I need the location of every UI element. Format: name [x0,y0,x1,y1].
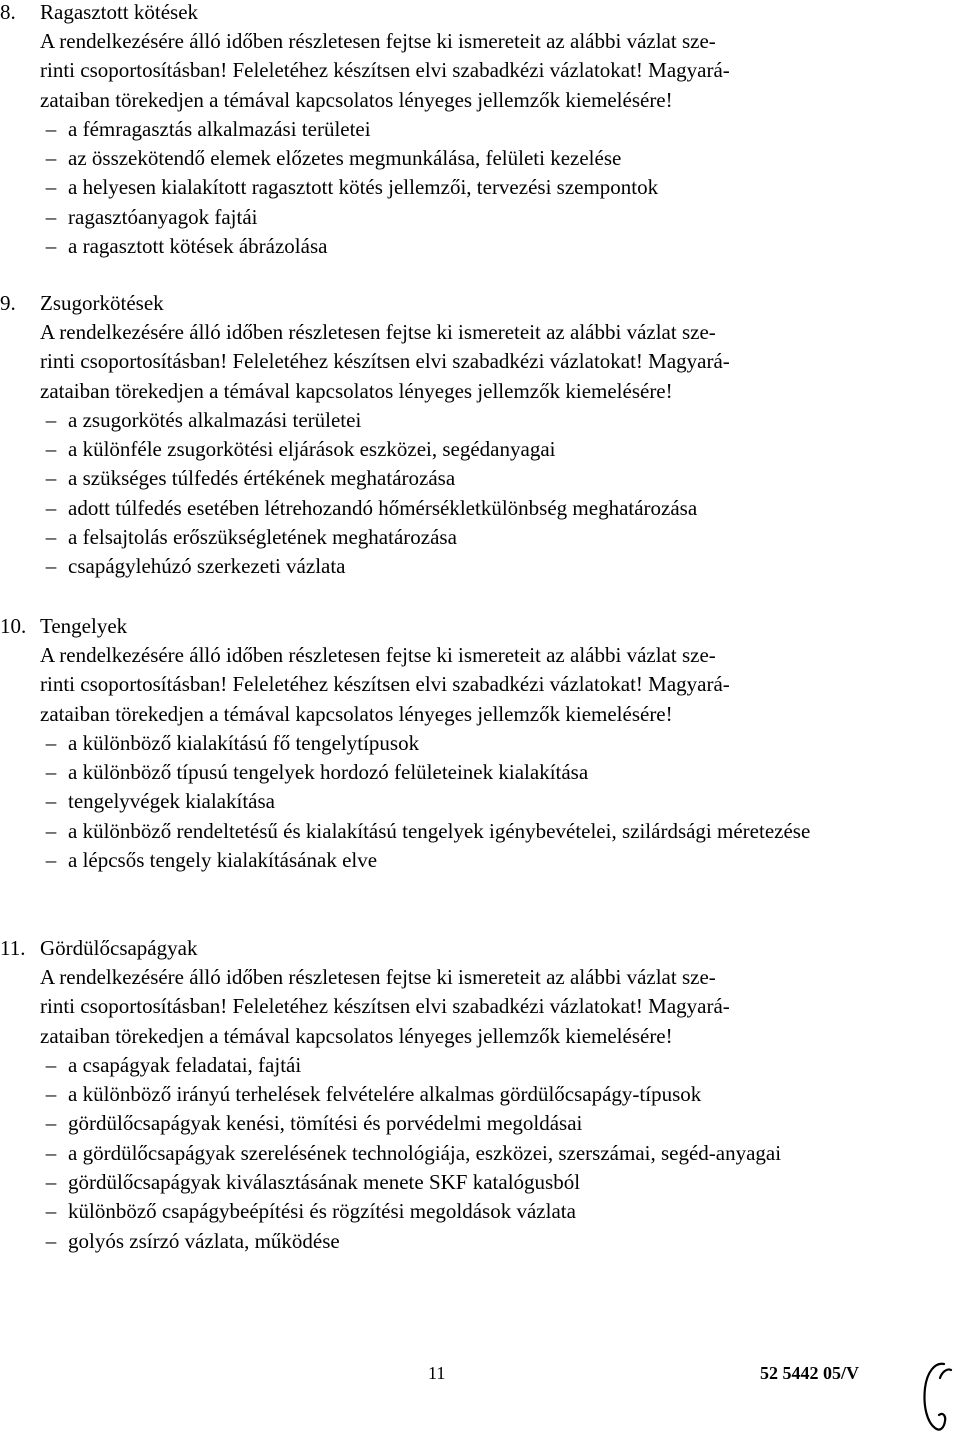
page-footer [0,1363,960,1393]
section-number: 9. [0,291,16,315]
topic-text: a helyesen kialakított ragasztott kötés jellemzői, tervezési szempontok [68,175,659,200]
instruction-line: A rendelkezésére álló időben részletesen fejtse ki ismereteit az alábbi vázlat sze- [40,643,716,667]
topic-text: gördülőcsapágyak kenési, tömítési és porvédelmi megoldásai [68,1111,583,1136]
dash-bullet: – [45,466,57,491]
dash-bullet: – [45,730,57,755]
topic-list [0,406,960,582]
dash-bullet: – [45,175,57,200]
topic-text: golyós zsírzó vázlata, működése [68,1228,340,1253]
dash-bullet: – [45,204,57,229]
dash-bullet: – [45,1199,57,1224]
section-instructions [40,641,875,729]
topic-text: a szükséges túlfedés értékének meghatározása [68,466,456,491]
section-number: 8. [0,0,16,24]
instruction-line: A rendelkezésére álló időben részletesen fejtse ki ismereteit az alábbi vázlat sze- [40,965,716,989]
dash-bullet: – [45,234,57,259]
topic-item [45,1139,875,1168]
instruction-line: A rendelkezésére álló időben részletesen fejtse ki ismereteit az alábbi vázlat sze- [40,29,716,53]
topic-item [45,115,875,144]
topic-text: a felsajtolás erőszükségletének meghatározása [68,525,457,550]
topic-text: a különböző típusú tengelyek hordozó felületeinek kialakítása [68,760,589,785]
section-heading [0,289,960,318]
section-title: Zsugorkötések [40,291,164,315]
topic-item [45,464,875,493]
section-heading [0,0,960,27]
dash-bullet: – [45,1170,57,1195]
instruction-line: zataiban törekedjen a témával kapcsolatos lényeges jellemzők kiemelésére! [40,87,673,112]
topic-text: a lépcsős tengely kialakításának elve [68,848,378,873]
topic-item [45,1168,875,1197]
topic-list [0,115,960,261]
instruction-line: zataiban törekedjen a témával kapcsolatos lényeges jellemzők kiemelésére! [40,378,673,403]
dash-bullet: – [45,146,57,171]
topic-item [45,232,875,261]
dash-bullet: – [45,1228,57,1253]
section-title: Ragasztott kötések [40,0,199,24]
topic-list [0,729,960,875]
dash-bullet: – [45,1082,57,1107]
instruction-line: rinti csoportosításban! Feleletéhez készítsen elvi szabadkézi vázlatokat! Magyará- [40,994,730,1019]
dash-bullet: – [45,554,57,579]
topic-item [45,758,875,787]
topic-item [45,406,875,435]
topic-item [45,846,875,875]
instruction-line: A rendelkezésére álló időben részletesen fejtse ki ismereteit az alábbi vázlat sze- [40,320,716,344]
dash-bullet: – [45,848,57,873]
topic-item [45,203,875,232]
topic-text: a fémragasztás alkalmazási területei [68,116,371,141]
instruction-line: zataiban törekedjen a témával kapcsolatos lényeges jellemzők kiemelésére! [40,701,673,726]
topic-text: ragasztóanyagok fajtái [68,204,258,229]
section-instructions [40,963,875,1051]
topic-text: különböző csapágybeépítési és rögzítési megoldások vázlata [68,1199,576,1224]
topic-item [45,144,875,173]
dash-bullet: – [45,407,57,432]
topic-item [45,817,875,846]
topic-item [45,1051,875,1080]
topic-item [45,1227,875,1256]
instruction-line: rinti csoportosításban! Feleletéhez készítsen elvi szabadkézi vázlatokat! Magyará- [40,672,730,697]
signature-initial [918,1358,958,1436]
dash-bullet: – [45,760,57,785]
section-9 [0,289,960,582]
topic-item [45,494,875,523]
topic-text: tengelyvégek kialakítása [68,789,275,814]
section-title: Gördülőcsapágyak [40,936,198,960]
dash-bullet: – [45,818,57,843]
dash-bullet: – [45,1111,57,1136]
topic-item [45,435,875,464]
document-code: 52 5442 05/V [760,1363,859,1383]
section-8 [0,0,960,261]
topic-text: a gördülőcsapágyak szerelésének technológiája, eszközei, szerszámai, segéd-anyagai [68,1140,782,1165]
dash-bullet: – [45,1140,57,1165]
instruction-line: rinti csoportosításban! Feleletéhez készítsen elvi szabadkézi vázlatokat! Magyará- [40,58,730,83]
topic-item [45,1109,875,1138]
topic-text: a ragasztott kötések ábrázolása [68,234,328,259]
topic-text: adott túlfedés esetében létrehozandó hőmérsékletkülönbség meghatározása [68,495,698,520]
topic-item [45,1080,875,1109]
section-11 [0,934,960,1256]
section-title: Tengelyek [40,614,128,638]
topic-text: a különféle zsugorkötési eljárások eszközei, segédanyagai [68,437,556,462]
topic-item [45,523,875,552]
topic-item [45,552,875,581]
topic-item [45,173,875,202]
section-10 [0,612,960,875]
section-instructions [40,318,875,406]
topic-item [45,787,875,816]
dash-bullet: – [45,437,57,462]
topic-text: gördülőcsapágyak kiválasztásának menete SKF katalógusból [68,1170,581,1195]
page-number: 11 [428,1363,446,1383]
instruction-line: rinti csoportosításban! Feleletéhez készítsen elvi szabadkézi vázlatokat! Magyará- [40,349,730,374]
section-number: 11. [0,936,26,960]
topic-item [45,729,875,758]
topic-text: csapágylehúzó szerkezeti vázlata [68,554,346,579]
section-number: 10. [0,614,27,638]
topic-text: a csapágyak feladatai, fajtái [68,1052,302,1077]
dash-bullet: – [45,789,57,814]
topic-item [45,1197,875,1226]
topic-list [0,1051,960,1256]
section-heading [0,612,960,641]
topic-text: a különböző rendeltetésű és kialakítású tengelyek igénybevételei, szilárdsági méretezése [68,818,811,843]
topic-text: a különböző kialakítású fő tengelytípusok [68,730,420,755]
section-heading [0,934,960,963]
dash-bullet: – [45,1052,57,1077]
instruction-line: zataiban törekedjen a témával kapcsolatos lényeges jellemzők kiemelésére! [40,1023,673,1048]
dash-bullet: – [45,495,57,520]
section-instructions [40,27,875,115]
dash-bullet: – [45,116,57,141]
dash-bullet: – [45,525,57,550]
topic-text: a zsugorkötés alkalmazási területei [68,407,362,432]
topic-text: az összekötendő elemek előzetes megmunkálása, felületi kezelése [68,146,622,171]
topic-text: a különböző irányú terhelések felvételére alkalmas gördülőcsapágy-típusok [68,1082,702,1107]
